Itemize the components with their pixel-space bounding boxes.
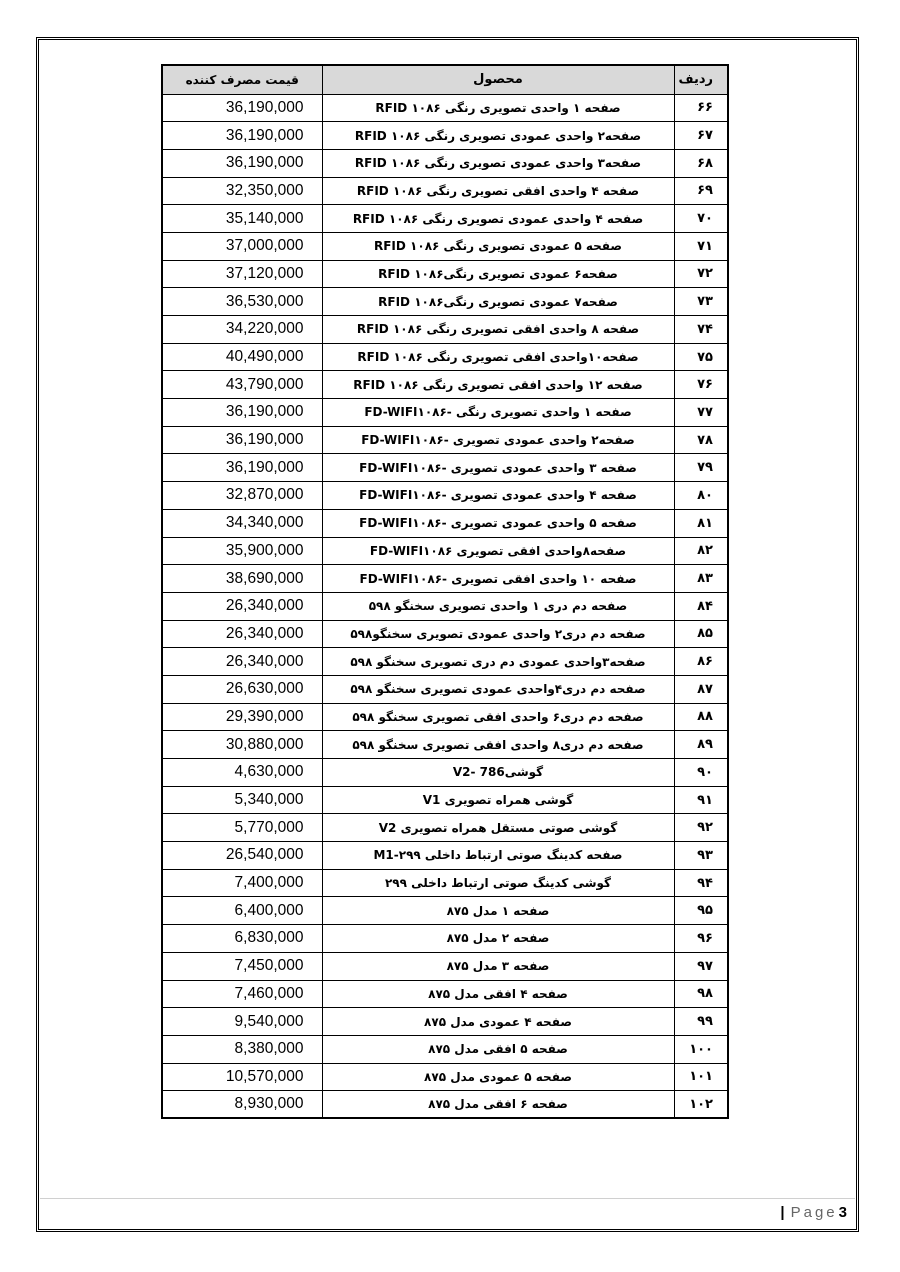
table-header-row [162, 65, 728, 94]
row-number-cell: ۶۶ [674, 94, 728, 122]
product-cell: گوشی کدینگ صوتی ارتباط داخلی ۲۹۹ [322, 869, 674, 897]
product-cell: صفحه ۳ مدل ۸۷۵ [322, 952, 674, 980]
product-cell: صفحه دم دری۶ واحدی افقی تصویری سخنگو ۵۹۸ [322, 703, 674, 731]
row-number-cell: ۶۹ [674, 177, 728, 205]
product-cell: صفحه ۴ واحدی عمودی تصویری -FD-WIFI۱۰۸۶ [322, 482, 674, 510]
row-number-cell: ۶۷ [674, 122, 728, 150]
product-cell: صفحه ۵ واحدی عمودی تصویری -FD-WIFI۱۰۸۶ [322, 509, 674, 537]
table-row [162, 205, 728, 233]
table-row [162, 426, 728, 454]
row-number-cell: ۹۶ [674, 925, 728, 953]
product-cell: گوشی صوتی مستقل همراه تصویری V2 [322, 814, 674, 842]
product-cell: صفحه ۴ عمودی مدل ۸۷۵ [322, 1008, 674, 1036]
table-row [162, 1008, 728, 1036]
price-cell: 36,190,000 [162, 399, 322, 427]
table-row [162, 177, 728, 205]
row-number-cell: ۹۰ [674, 759, 728, 787]
price-cell: 36,190,000 [162, 94, 322, 122]
row-number-cell: ۱۰۲ [674, 1091, 728, 1119]
product-cell: صفحه ۱۲ واحدی افقی تصویری رنگی ۱۰۸۶ RFID [322, 371, 674, 399]
row-number-cell: ۹۵ [674, 897, 728, 925]
table-row [162, 842, 728, 870]
price-cell: 36,190,000 [162, 149, 322, 177]
table-row [162, 925, 728, 953]
row-number-cell: ۸۱ [674, 509, 728, 537]
table-row [162, 537, 728, 565]
product-cell: صفحه۳واحدی عمودی دم دری تصویری سخنگو ۵۹۸ [322, 648, 674, 676]
footer-separator: | [780, 1204, 785, 1221]
product-cell: صفحه۳ واحدی عمودی تصویری رنگی ۱۰۸۶ RFID [322, 149, 674, 177]
table-row [162, 399, 728, 427]
price-cell: 5,340,000 [162, 786, 322, 814]
price-cell: 8,380,000 [162, 1035, 322, 1063]
price-cell: 32,350,000 [162, 177, 322, 205]
row-number-cell: ۸۶ [674, 648, 728, 676]
row-number-cell: ۸۹ [674, 731, 728, 759]
table-row [162, 565, 728, 593]
row-number-cell: ۹۸ [674, 980, 728, 1008]
product-cell: صفحه ۶ افقی مدل ۸۷۵ [322, 1091, 674, 1119]
page-label: Page [790, 1204, 838, 1221]
row-number-cell: ۹۲ [674, 814, 728, 842]
table-row [162, 260, 728, 288]
table-row [162, 814, 728, 842]
product-cell: صفحه دم دری۸ واحدی افقی تصویری سخنگو ۵۹۸ [322, 731, 674, 759]
table-row [162, 648, 728, 676]
product-cell: صفحه ۴ واحدی عمودی تصویری رنگی ۱۰۸۶ RFID [322, 205, 674, 233]
table-row [162, 952, 728, 980]
price-cell: 5,770,000 [162, 814, 322, 842]
table-row [162, 288, 728, 316]
product-cell: صفحه ۵ عمودی مدل ۸۷۵ [322, 1063, 674, 1091]
price-cell: 26,540,000 [162, 842, 322, 870]
row-number-cell: ۷۹ [674, 454, 728, 482]
row-number-cell: ۷۳ [674, 288, 728, 316]
price-cell: 43,790,000 [162, 371, 322, 399]
table-row [162, 343, 728, 371]
table-row [162, 371, 728, 399]
page-number: 3 [838, 1204, 847, 1221]
product-cell: صفحه۲ واحدی عمودی تصویری -FD-WIFI۱۰۸۶ [322, 426, 674, 454]
row-number-cell: ۱۰۰ [674, 1035, 728, 1063]
table-row [162, 731, 728, 759]
product-cell: صفحه۷ عمودی تصویری رنگی۱۰۸۶ RFID [322, 288, 674, 316]
table-row [162, 759, 728, 787]
row-number-cell: ۷۴ [674, 316, 728, 344]
product-cell: صفحه ۲ مدل ۸۷۵ [322, 925, 674, 953]
product-cell: صفحه ۱ واحدی تصویری رنگی -FD-WIFI۱۰۸۶ [322, 399, 674, 427]
price-cell: 37,000,000 [162, 232, 322, 260]
price-cell: 29,390,000 [162, 703, 322, 731]
product-cell: صفحه ۸ واحدی افقی تصویری رنگی ۱۰۸۶ RFID [322, 316, 674, 344]
price-cell: 7,460,000 [162, 980, 322, 1008]
row-number-cell: ۹۷ [674, 952, 728, 980]
product-cell: صفحه ۳ واحدی عمودی تصویری -FD-WIFI۱۰۸۶ [322, 454, 674, 482]
row-number-cell: ۷۰ [674, 205, 728, 233]
table-row [162, 1035, 728, 1063]
row-number-cell: ۱۰۱ [674, 1063, 728, 1091]
row-number-cell: ۸۲ [674, 537, 728, 565]
price-cell: 4,630,000 [162, 759, 322, 787]
header-price: قیمت مصرف کننده [162, 65, 322, 94]
price-cell: 34,220,000 [162, 316, 322, 344]
price-cell: 37,120,000 [162, 260, 322, 288]
product-cell: صفحه ۱۰ واحدی افقی تصویری -FD-WIFI۱۰۸۶ [322, 565, 674, 593]
product-cell: صفحه دم دری۲ واحدی عمودی تصویری سخنگو۵۹۸ [322, 620, 674, 648]
table-row [162, 122, 728, 150]
row-number-cell: ۷۷ [674, 399, 728, 427]
price-cell: 35,900,000 [162, 537, 322, 565]
row-number-cell: ۹۴ [674, 869, 728, 897]
row-number-cell: ۹۳ [674, 842, 728, 870]
row-number-cell: ۷۲ [674, 260, 728, 288]
table-row [162, 149, 728, 177]
price-cell: 26,340,000 [162, 648, 322, 676]
table-row [162, 482, 728, 510]
product-cell: گوشی786 -V2 [322, 759, 674, 787]
price-cell: 7,450,000 [162, 952, 322, 980]
product-cell: صفحه۶ عمودی تصویری رنگی۱۰۸۶ RFID [322, 260, 674, 288]
product-cell: صفحه ۵ عمودی تصویری رنگی ۱۰۸۶ RFID [322, 232, 674, 260]
header-product: محصول [322, 65, 674, 94]
row-number-cell: ۸۷ [674, 675, 728, 703]
product-cell: صفحه ۱ واحدی تصویری رنگی ۱۰۸۶ RFID [322, 94, 674, 122]
row-number-cell: ۸۳ [674, 565, 728, 593]
product-cell: صفحه ۵ افقی مدل ۸۷۵ [322, 1035, 674, 1063]
price-cell: 38,690,000 [162, 565, 322, 593]
price-list-table [161, 64, 729, 1119]
product-cell: صفحه۲ واحدی عمودی تصویری رنگی ۱۰۸۶ RFID [322, 122, 674, 150]
price-cell: 7,400,000 [162, 869, 322, 897]
price-cell: 6,830,000 [162, 925, 322, 953]
table-row [162, 232, 728, 260]
product-cell: گوشی همراه تصویری V1 [322, 786, 674, 814]
price-cell: 34,340,000 [162, 509, 322, 537]
header-row-number: ردیف [674, 65, 728, 94]
table-row [162, 592, 728, 620]
price-cell: 36,190,000 [162, 454, 322, 482]
price-cell: 36,190,000 [162, 122, 322, 150]
table-row [162, 980, 728, 1008]
product-cell: صفحه۸واحدی افقی تصویری FD-WIFI۱۰۸۶ [322, 537, 674, 565]
table-row [162, 316, 728, 344]
product-cell: صفحه۱۰واحدی افقی تصویری رنگی ۱۰۸۶ RFID [322, 343, 674, 371]
price-cell: 32,870,000 [162, 482, 322, 510]
table-row [162, 1063, 728, 1091]
table-row [162, 786, 728, 814]
row-number-cell: ۷۸ [674, 426, 728, 454]
price-cell: 9,540,000 [162, 1008, 322, 1036]
row-number-cell: ۹۱ [674, 786, 728, 814]
product-cell: صفحه ۴ واحدی افقی تصویری رنگی ۱۰۸۶ RFID [322, 177, 674, 205]
table-row [162, 509, 728, 537]
table-row [162, 94, 728, 122]
price-cell: 8,930,000 [162, 1091, 322, 1119]
row-number-cell: ۸۵ [674, 620, 728, 648]
product-cell: صفحه کدینگ صوتی ارتباط داخلی ۲۹۹-M1 [322, 842, 674, 870]
price-cell: 40,490,000 [162, 343, 322, 371]
table-row [162, 620, 728, 648]
product-cell: صفحه ۱ مدل ۸۷۵ [322, 897, 674, 925]
row-number-cell: ۹۹ [674, 1008, 728, 1036]
price-cell: 26,340,000 [162, 620, 322, 648]
table-row [162, 454, 728, 482]
page-footer [780, 1204, 847, 1221]
product-cell: صفحه دم دری ۱ واحدی تصویری سخنگو ۵۹۸ [322, 592, 674, 620]
price-cell: 26,630,000 [162, 675, 322, 703]
row-number-cell: ۸۰ [674, 482, 728, 510]
row-number-cell: ۸۴ [674, 592, 728, 620]
row-number-cell: ۸۸ [674, 703, 728, 731]
product-cell: صفحه ۴ افقی مدل ۸۷۵ [322, 980, 674, 1008]
footer-divider [40, 1198, 855, 1199]
price-cell: 36,190,000 [162, 426, 322, 454]
price-cell: 26,340,000 [162, 592, 322, 620]
price-cell: 36,530,000 [162, 288, 322, 316]
table-row [162, 675, 728, 703]
price-cell: 10,570,000 [162, 1063, 322, 1091]
table-row [162, 897, 728, 925]
row-number-cell: ۶۸ [674, 149, 728, 177]
price-cell: 6,400,000 [162, 897, 322, 925]
row-number-cell: ۷۶ [674, 371, 728, 399]
row-number-cell: ۷۵ [674, 343, 728, 371]
product-cell: صفحه دم دری۴واحدی عمودی تصویری سخنگو ۵۹۸ [322, 675, 674, 703]
table-row [162, 869, 728, 897]
row-number-cell: ۷۱ [674, 232, 728, 260]
table-body [162, 94, 728, 1118]
price-cell: 35,140,000 [162, 205, 322, 233]
table-row [162, 703, 728, 731]
price-cell: 30,880,000 [162, 731, 322, 759]
table-row [162, 1091, 728, 1119]
